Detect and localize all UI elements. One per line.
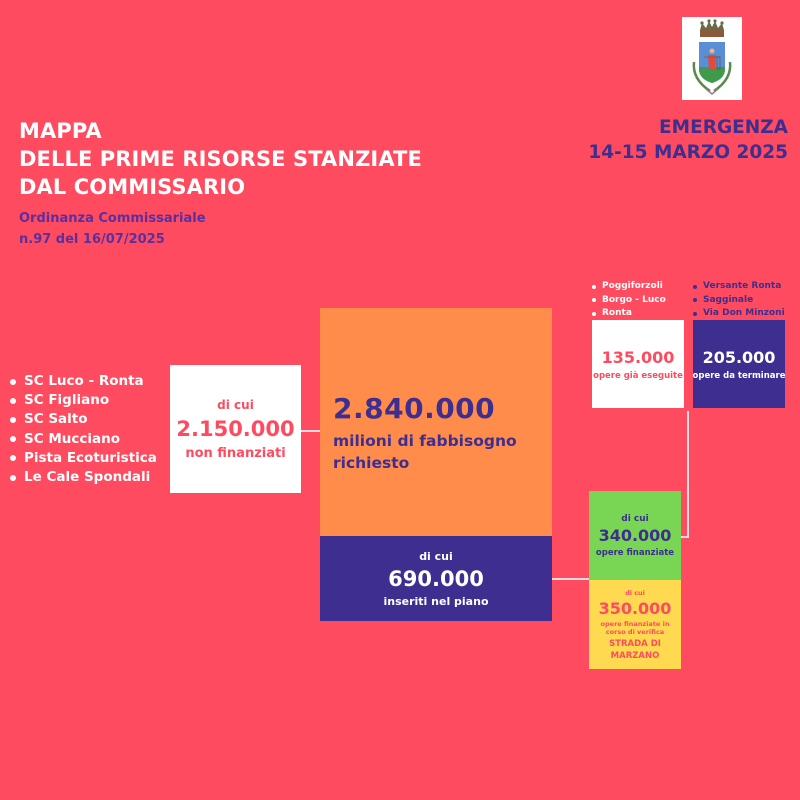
list-item-label: Borgo - Luco xyxy=(602,294,666,305)
to-finish-box xyxy=(693,320,785,408)
non-funded-amount: 2.150.000 xyxy=(176,416,295,441)
bullet-icon xyxy=(10,455,16,461)
verification-place-line-1: STRADA DI xyxy=(609,639,661,649)
verification-box xyxy=(589,580,681,669)
bullet-icon xyxy=(693,285,697,289)
verification-amount: 350.000 xyxy=(598,599,672,618)
emergency-heading xyxy=(588,115,788,165)
page-title xyxy=(19,117,422,201)
bullet-icon xyxy=(592,312,596,316)
to-finish-places-list xyxy=(693,280,785,321)
non-funded-box xyxy=(170,365,301,493)
list-item-label: Sagginale xyxy=(703,294,754,305)
non-funded-prefix: di cui xyxy=(217,397,254,412)
list-item xyxy=(693,294,785,308)
list-item xyxy=(10,468,157,487)
verification-prefix: di cui xyxy=(625,589,645,597)
bullet-icon xyxy=(10,379,16,385)
ordinance-subtitle xyxy=(19,208,206,250)
list-item-label: SC Luco - Ronta xyxy=(24,373,144,389)
completed-box xyxy=(592,320,684,408)
list-item-label: Pista Ecoturistica xyxy=(24,449,157,466)
subtitle-line-2: n.97 del 16/07/2025 xyxy=(19,232,165,247)
funded-amount: 340.000 xyxy=(598,525,672,545)
bullet-icon xyxy=(693,312,697,316)
connector-line xyxy=(687,411,689,538)
bullet-icon xyxy=(693,298,697,302)
list-item xyxy=(10,372,157,391)
subtitle-line-1: Ordinanza Commissariale xyxy=(19,211,206,226)
bullet-icon xyxy=(592,298,596,302)
title-line-1: MAPPA xyxy=(19,119,102,143)
list-item-label: Le Cale Spondali xyxy=(24,469,151,486)
to-finish-label: opere da terminare xyxy=(692,370,786,381)
bullet-icon xyxy=(10,475,16,481)
funded-prefix: di cui xyxy=(621,513,649,524)
list-item-label: Via Don Minzoni xyxy=(703,308,785,318)
list-item xyxy=(592,294,666,308)
verification-place-line-2: MARZANO xyxy=(610,651,660,661)
list-item-label: SC Salto xyxy=(24,411,88,428)
total-need-amount: 2.840.000 xyxy=(333,392,496,425)
bullet-icon xyxy=(10,417,16,423)
total-need-box xyxy=(320,308,552,536)
list-item-label: Ronta xyxy=(602,308,632,318)
bullet-icon xyxy=(10,436,16,442)
unfunded-projects-list xyxy=(10,372,157,487)
total-need-label-line-1: milioni di fabbisogno xyxy=(333,432,517,450)
verification-label: opere finanziate in corso di verifica xyxy=(600,620,670,636)
total-need-label xyxy=(333,430,517,474)
in-plan-amount: 690.000 xyxy=(388,566,484,591)
list-item xyxy=(10,430,157,449)
title-line-3: DAL COMMISSARIO xyxy=(19,175,246,199)
list-item-label: Poggiforzoli xyxy=(602,281,663,291)
funded-box xyxy=(589,491,681,580)
completed-label: opere già eseguite xyxy=(593,370,683,381)
list-item xyxy=(693,280,785,294)
total-need-label-line-2: richiesto xyxy=(333,454,410,472)
funded-label: opere finanziate xyxy=(595,547,675,558)
connector-line xyxy=(681,536,689,538)
in-plan-prefix: di cui xyxy=(419,549,453,563)
list-item xyxy=(10,410,157,429)
in-plan-label: inseriti nel piano xyxy=(383,594,489,608)
emergency-line-2: 14-15 MARZO 2025 xyxy=(588,142,788,163)
list-item-label: Versante Ronta xyxy=(703,281,782,291)
completed-places-list xyxy=(592,280,666,321)
list-item xyxy=(592,307,666,321)
bullet-icon xyxy=(592,285,596,289)
list-item-label: SC Mucciano xyxy=(24,430,121,447)
to-finish-amount: 205.000 xyxy=(702,347,776,367)
non-funded-label: non finanziati xyxy=(185,445,286,461)
title-line-2: DELLE PRIME RISORSE STANZIATE xyxy=(19,147,422,171)
in-plan-box xyxy=(320,536,552,621)
list-item-label: SC Figliano xyxy=(24,392,110,409)
connector-line xyxy=(552,578,589,580)
connector-line xyxy=(301,430,320,432)
list-item xyxy=(10,391,157,410)
emergency-line-1: EMERGENZA xyxy=(659,117,788,138)
list-item xyxy=(10,449,157,468)
list-item xyxy=(592,280,666,294)
verification-place xyxy=(609,638,661,662)
list-item xyxy=(693,307,785,321)
coat-of-arms-icon xyxy=(682,17,742,100)
completed-amount: 135.000 xyxy=(601,347,675,367)
bullet-icon xyxy=(10,398,16,404)
